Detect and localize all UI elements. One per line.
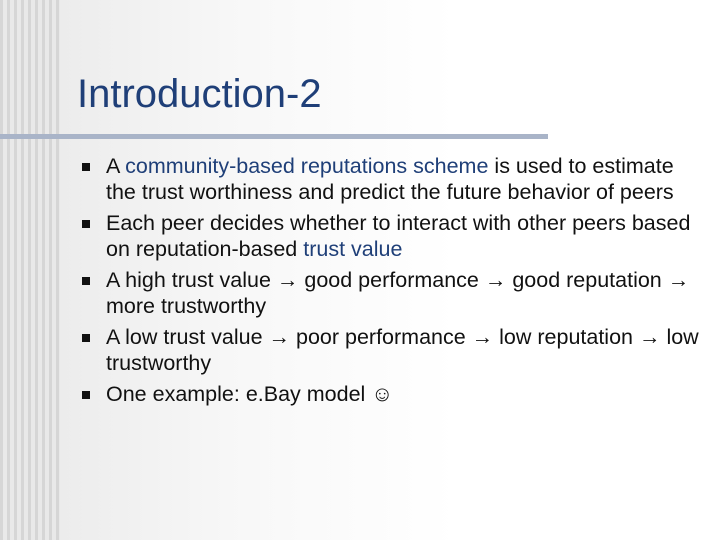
- square-bullet-icon: [82, 163, 90, 171]
- bullet-text-5: One example: e.Bay model ☺: [106, 382, 394, 406]
- bullet-item: [79, 268, 705, 319]
- bullet-text-2a: Each peer decides whether to interact with other peers based on reputation-based: [106, 211, 691, 261]
- bullet-highlight-trust-value: trust value: [303, 236, 403, 261]
- bullet-text-1b: is used to estimate the trust worthiness and predict the future behavior of peers: [106, 154, 674, 204]
- bullet-item: [79, 382, 705, 408]
- square-bullet-icon: [82, 391, 90, 399]
- bullet-item: [79, 154, 705, 205]
- square-bullet-icon: [82, 220, 90, 228]
- bullet-text-3: A high trust value → good performance → good reputation → more trustworthy: [106, 268, 690, 318]
- bullet-item: [79, 211, 705, 262]
- decorative-side-stripes: [0, 0, 60, 540]
- bullet-text-4: A low trust value → poor performance → low reputation → low trustworthy: [106, 325, 699, 375]
- bullet-highlight-community-scheme: community-based reputations scheme: [125, 154, 489, 178]
- square-bullet-icon: [82, 277, 90, 285]
- title-divider: [0, 134, 548, 139]
- bullet-list: [79, 154, 705, 414]
- bullet-item: [79, 325, 705, 376]
- square-bullet-icon: [82, 334, 90, 342]
- bullet-text-1a: A: [106, 154, 126, 178]
- slide-title: Introduction-2: [77, 72, 322, 116]
